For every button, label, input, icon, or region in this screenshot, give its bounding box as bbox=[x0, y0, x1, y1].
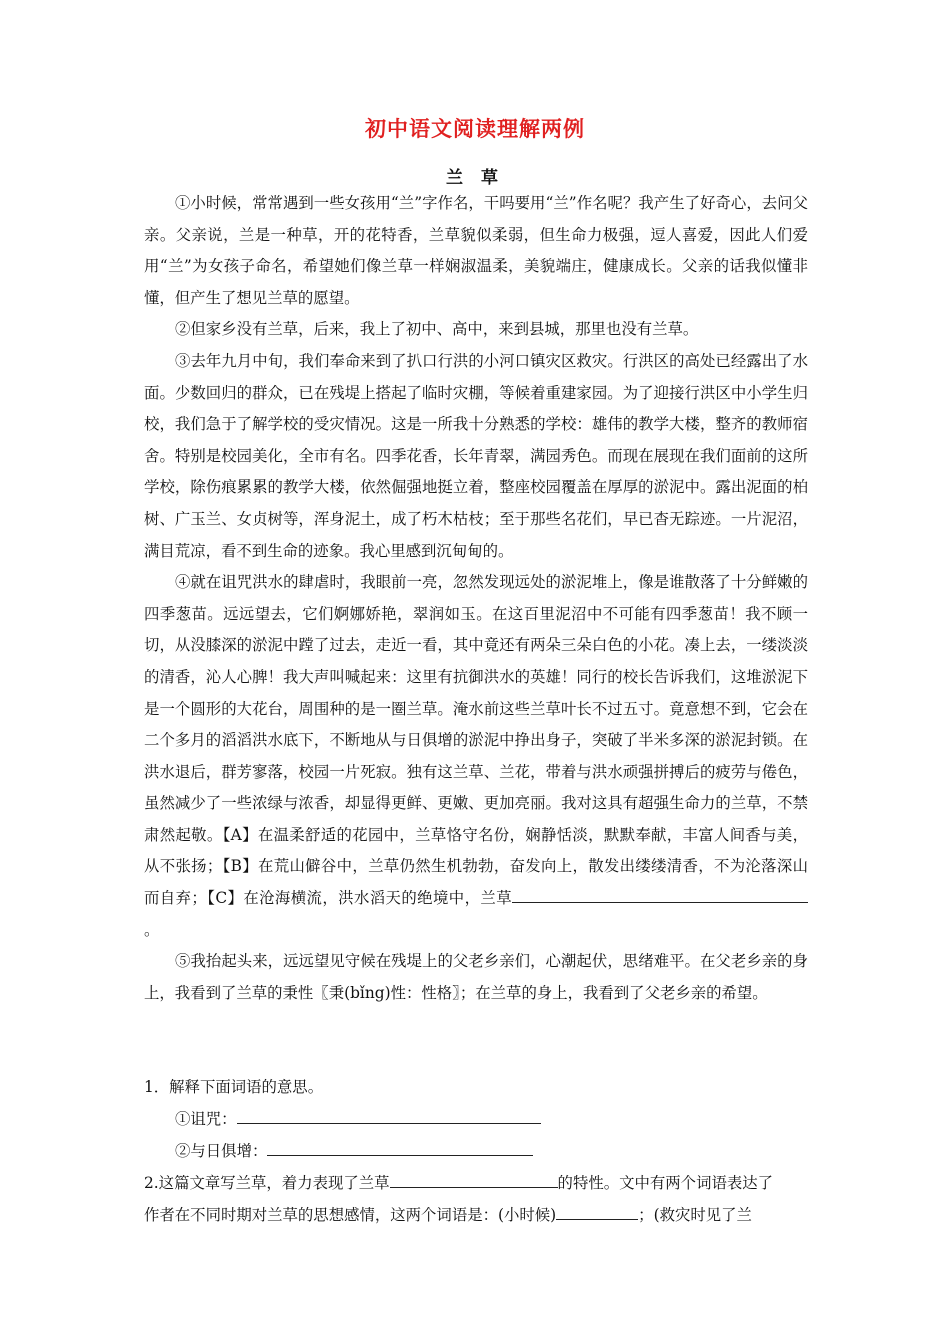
paragraph-4 bbox=[144, 567, 808, 946]
question-1: 1．解释下面词语的意思。 bbox=[144, 1078, 324, 1096]
question-section bbox=[144, 1071, 808, 1231]
article-title: 兰 草 bbox=[446, 168, 504, 188]
question-1a-label: ①诅咒： bbox=[175, 1110, 237, 1128]
question-1a bbox=[144, 1103, 808, 1135]
answer-blank-yuriju[interactable] bbox=[267, 1137, 533, 1156]
document-title: 初中语文阅读理解两例 bbox=[365, 116, 585, 141]
answer-blank-childhood[interactable] bbox=[556, 1201, 638, 1220]
paragraph-1: ①小时候，常常遇到一些女孩用“兰”字作名，干吗要用“兰”作名呢？我产生了好奇心，去问父亲。父亲说，兰是一种草，开的花特香，兰草貌似柔弱，但生命力极强，逗人喜爱，因此人们爱用“兰”为女孩子命名，希望她们像兰草一样娴淑温柔，美貌端庄，健康成长。父亲的话我似懂非懂，但产生了想见兰草的愿望。 bbox=[144, 194, 808, 307]
answer-blank-zuzhou[interactable] bbox=[237, 1105, 541, 1124]
question-2-text-b: 的特性。文中有两个词语表达了 bbox=[557, 1174, 774, 1192]
question-1b bbox=[144, 1135, 808, 1167]
paragraph-5: ⑤我抬起头来，远远望见守候在残堤上的父老乡亲们，心潮起伏，思绪难平。在父老乡亲的身上，我看到了兰草的秉性〖秉(bǐng)性：性格〗；在兰草的身上，我看到了父老乡亲的希望。 bbox=[144, 952, 808, 1002]
paragraph-3: ③去年九月中旬，我们奉命来到了扒口行洪的小河口镇灾区救灾。行洪区的高处已经露出了水面。少数回归的群众，已在残堤上搭起了临时灾棚，等候着重建家园。为了迎接行洪区中小学生归校，我们急于了解学校的受灾情况。这是一所我十分熟悉的学校：雄伟的教学大楼，整齐的教师宿舍。特别是校园美化，全市有名。四季花香，长年青翠，满园秀色。而现在展现在我们面前的这所学校，除伤痕累累的教学大楼，依然倔强地挺立着，整座校园覆盖在厚厚的淤泥中。露出泥面的柏树、广玉兰、女贞树等，浑身泥土，成了朽木枯枝；至于那些名花们，早已杳无踪迹。一片泥沼，满目荒凉，看不到生命的迹象。我心里感到沉甸甸的。 bbox=[144, 351, 808, 560]
paragraph-4-end: 。 bbox=[144, 920, 160, 939]
paragraph-2: ②但家乡没有兰草，后来，我上了初中、高中，来到县城，那里也没有兰草。 bbox=[175, 320, 699, 339]
answer-blank-lancao[interactable] bbox=[512, 884, 808, 903]
question-2-text-d: ；(救灾时见了兰 bbox=[638, 1206, 752, 1224]
question-2-text-c: 作者在不同时期对兰草的思想感情，这两个词语是：(小时候) bbox=[144, 1206, 557, 1224]
question-1b-label: ②与日俱增： bbox=[175, 1142, 268, 1160]
article-body bbox=[144, 188, 808, 1009]
answer-blank-trait[interactable] bbox=[390, 1169, 558, 1188]
paragraph-4-text: ④就在诅咒洪水的肆虐时，我眼前一亮，忽然发现远处的淤泥堆上，像是谁散落了十分鲜嫩的四季葱苗。远远望去，它们婀娜娇艳，翠润如玉。在这百里泥沼中不可能有四季葱苗！我不顾一切，从没膝深的淤泥中蹚了过去，走近一看，其中竟还有两朵三朵白色的小花。凑上去，一缕淡淡的清香，沁人心脾！我大声叫喊起来：这里有抗御洪水的英雄！同行的校长告诉我们，这堆淤泥下是一个圆形的大花台，周围种的是一圈兰草。淹水前这些兰草叶长不过五寸。竟意想不到，它会在二个多月的滔滔洪水底下，不断地从与日俱增的淤泥中挣出身子，突破了半米多深的淤泥封锁。在洪水退后，群芳寥落，校园一片死寂。独有这兰草、兰花，带着与洪水顽强拼搏后的疲劳与倦色，虽然减少了一些浓绿与浓香，却显得更鲜、更嫩、更加亮丽。我对这具有超强生命力的兰草，不禁肃然起敬。【A】在温柔舒适的花园中，兰草恪守名份，娴静恬淡，默默奉献，丰富人间香与美，从不张扬；【B】在荒山僻谷中，兰草仍然生机勃勃，奋发向上，散发出缕缕清香，不为沦落深山而自弃；【C】在沧海横流，洪水滔天的绝境中，兰草 bbox=[144, 573, 808, 908]
question-2-line-1 bbox=[144, 1167, 808, 1199]
question-2-text-a: 2.这篇文章写兰草，着力表现了兰草 bbox=[144, 1174, 390, 1192]
question-2-line-2 bbox=[144, 1199, 808, 1231]
